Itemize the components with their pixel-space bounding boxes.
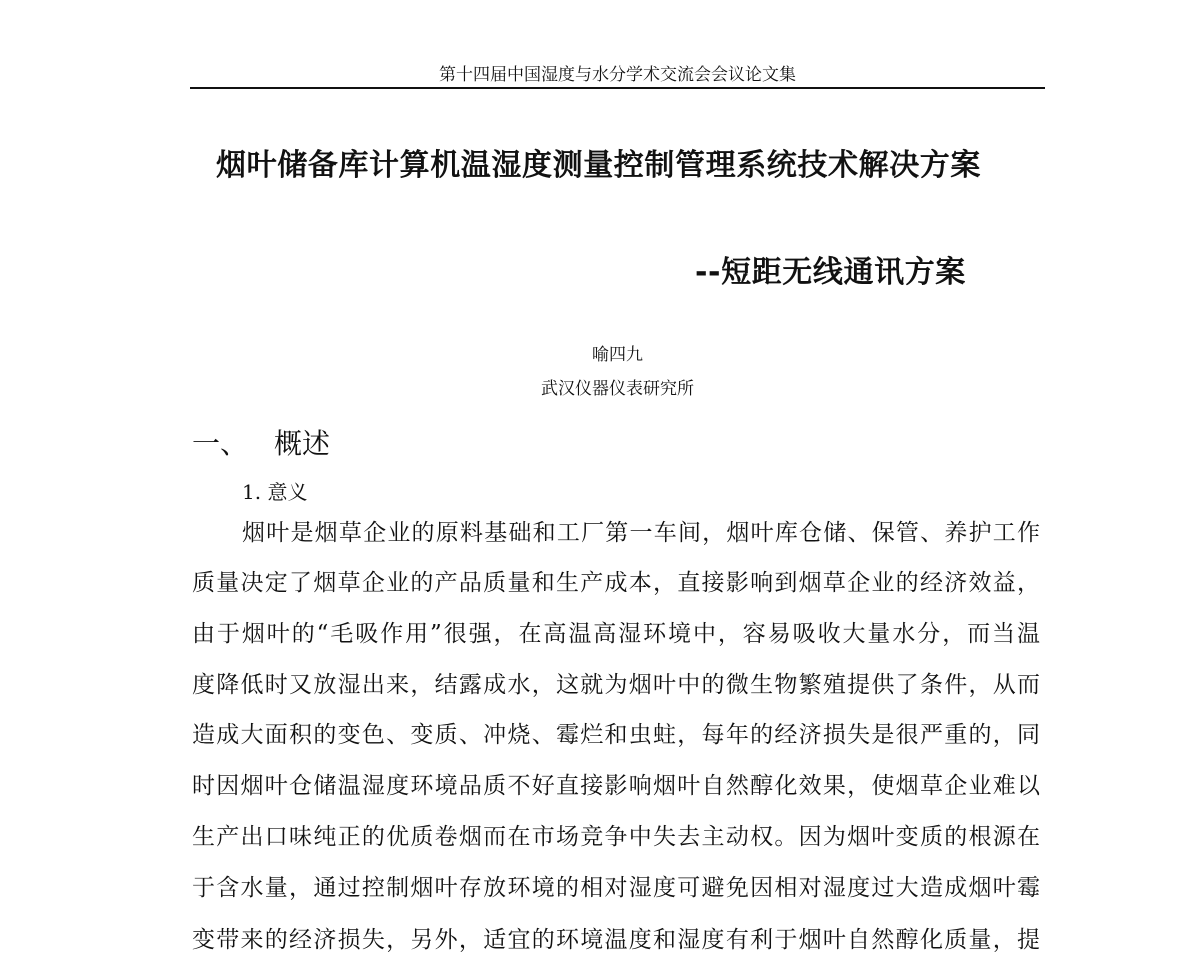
author-name: 喻四九 xyxy=(592,345,643,365)
paragraph-line: 烟叶是烟草企业的原料基础和工厂第一车间，烟叶库仓储、保管、养护工作 xyxy=(242,520,1040,546)
section-heading xyxy=(192,422,330,462)
running-head: 第十四届中国湿度与水分学术交流会会议论文集 xyxy=(439,65,796,85)
paragraph-line: 变带来的经济损失，另外，适宜的环境温度和湿度有利于烟叶自然醇化质量，提 xyxy=(192,927,1040,953)
paragraph-line: 生产出口味纯正的优质卷烟而在市场竞争中失去主动权。因为烟叶变质的根源在 xyxy=(192,824,1040,850)
paragraph-line: 质量决定了烟草企业的产品质量和生产成本，直接影响到烟草企业的经济效益， xyxy=(192,570,1040,596)
paragraph-line: 于含水量，通过控制烟叶存放环境的相对湿度可避免因相对湿度过大造成烟叶霉 xyxy=(192,875,1040,901)
header-rule xyxy=(190,87,1045,89)
paragraph-line: 度降低时又放湿出来，结露成水，这就为烟叶中的微生物繁殖提供了条件，从而 xyxy=(192,672,1040,698)
paper-title: 烟叶储备库计算机温湿度测量控制管理系统技术解决方案 xyxy=(216,148,981,183)
author-affiliation: 武汉仪器仪表研究所 xyxy=(541,379,694,399)
paragraph-line: 造成大面积的变色、变质、冲烧、霉烂和虫蛀，每年的经济损失是很严重的，同 xyxy=(192,722,1040,748)
paragraph-line: 由于烟叶的“毛吸作用”很强，在高温高湿环境中，容易吸收大量水分，而当温 xyxy=(192,621,1040,647)
paper-subtitle: --短距无线通讯方案 xyxy=(695,255,966,290)
section-title: 概述 xyxy=(274,427,331,460)
subsection-heading: 1. 意义 xyxy=(242,480,308,504)
paragraph-line: 时因烟叶仓储温湿度环境品质不好直接影响烟叶自然醇化效果，使烟草企业难以 xyxy=(192,773,1040,799)
section-number: 一、 xyxy=(192,427,249,460)
